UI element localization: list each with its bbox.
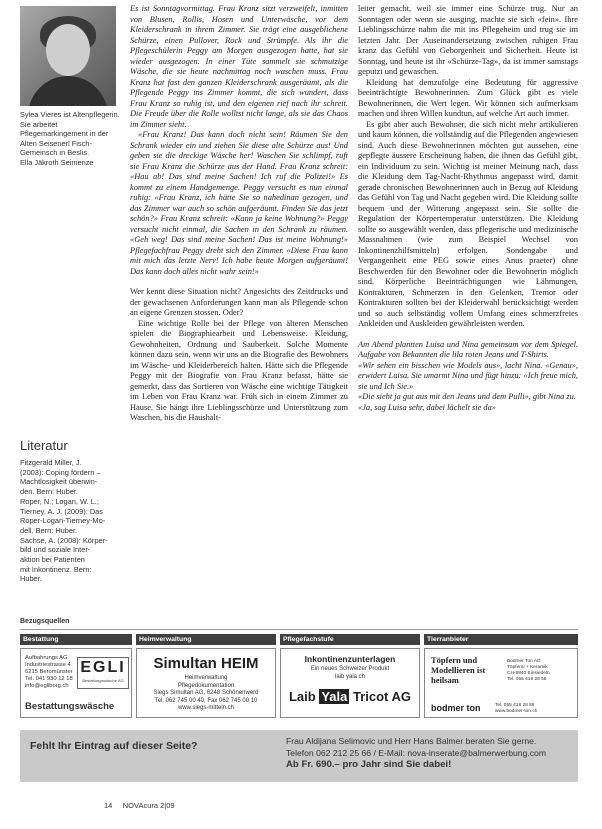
article-column-middle [130,4,348,424]
bodmer-contact: Tel. 055 418 28 58 www.bodmer-ton.ch [495,703,538,714]
laib-logo: Laib Yala Tricot AG [288,689,412,704]
laib-title: Inkontinenzunterlagen [304,654,396,664]
paragraph: Wer kennt diese Situation nicht? Angesichts des Zeitdrucks und der gewachsenen Anforderungen kann man als Pflegende schon an eigene Grenzen stossen. Oder? [130,287,348,317]
paragraph: Am Abend plantten Luisa und Nina gemeinsam vor dem Spiegel. Aufgabe von Bekannten die lila roten Jeans und T-Shirts. [358,339,578,359]
banner-question: Fehlt Ihr Eintrag auf dieser Seite? [30,740,198,752]
bodmer-headline: Töpfern und Modellieren ist heilsam [431,655,486,685]
paragraph: Es gibt aber auch Bewohner, die sich nicht mehr artikulieren und kaum können, die vollständig auf die Pflegenden angewiesen sind. Auch diese Bewohnerinnen möchten gut aussehen, eine gepflegte äussere Erscheinung haben, die ihnen das Gefühl gibt, ein Individuum zu sein. Wichtig ist meiner Meinung nach, dass die Kleidung dem Tag-Nacht-Rhythmus angepasst wird, damit gerade chronischen Bewohnerinnen auch in Bezug auf Kleidung das Gefühl von Tag und Nacht gegeben wird. Die Kleidung sollte bequem und der Witterung angepasst sein. Sie sollte die Regulation der Körpertemperatur unterstützen. Die Kleidung sollte so ausgewählt werden, dass pflegerische und medizinische Massnahmen (wie zum Beispiel Wechsel von Inkontinenzhilfsmitteln) erfolgen. Sondengabe und Vergangenheit eine PEG sowie eines Anus praeter) ohne Beschwerden für den Bewohner oder die Bewohnerin möglich sind. Körperliche Beeinträchtigungen wie Lähmungen, Kontrakturen, Schmerzen in den Gelenken, Tremor oder Kontrakturen sollten bei der Kleiderwahl berücksichtigt werden und so auch selbständig vollem Umfang eines schmerzfreies Ankleiden und Auskleiden gewährleisten werden. [358,119,578,328]
category-pflege: Pflegefachstufe [280,634,420,645]
ad-laib-yala[interactable] [280,648,420,718]
egli-logo: EGLI Bestattungswäsche AG [77,657,129,689]
egli-tagline: Bestattungswäsche [25,701,115,712]
paragraph: «Frau Kranz! Das kann doch nicht sein! Räumen Sie den Schrank wieder ein und ziehen Sie diese alte Schürze aus! Und geben sie die dreckige Wäsche her! Waschen Sie schlimpf, ruft sie Frau Kranz die Schürze aus der Hand. Frau Kranz schreit: «Hau ab! Das sind meine Sachen! Ich ruf die Polizei!» Es kommt zu einem Handgemenge. Peggy versucht es nun einmal ruhig: «Frau Kranz, ich hätte Sie so nahedinan gezogen, und das Zimmer war auch so schön aufgeräumt. Finden Sie das jetzt schön?» Frau Kranz schreit: «Kann ja keine Wohnung?» Peggy versucht nicht einmal, die Sachen in den Schrank zu räumen. «Geh weg! Das sind meine Sachen! Das ist meine Wohnung!» Pflegefachfrau Peggy dreht sich den Zimmer. «Diese Frau kann mit mich das letzte Nerv! Ich habe heute Morgen aufgeräumt! Das kann doch alles nicht wahr sein!» [130,130,348,276]
ad-egli[interactable] [20,648,132,718]
category-bestattung: Bestattung [20,634,132,645]
ad-bodmer-ton[interactable] [424,648,578,718]
article-column-right [358,4,578,413]
banner-contact: Frau Aldijana Selimovic und Herr Hans Balmer beraten Sie gerne. Telefon 062 212 25 66 / E-Mail: nova-inserate@balmerwerbung.com Ab Fr. 690.– pro Jahr sind Sie dabei! [286,736,546,770]
page-number: 14 [104,801,113,810]
category-heimverwaltung: Heimverwaltung [136,634,276,645]
ad-simultan[interactable] [136,648,276,718]
photo-caption: Sylea Vieres ist Altenpflegerin. Sie arbeitet Pflegemarkingement in der Alten Seisenerl Fisch-Gemeinsch in Beslis. Ella Jäkroth Seimenze [20,110,120,167]
egli-address: Aufbahrungs AG Industriestrasse 4 6215 Beromünster Tel. 041 930 12 18 info@egliborg.ch [25,655,73,689]
bodmer-logo: bodmer ton [431,703,481,713]
advertise-banner [20,730,578,782]
bodmer-address: Bodmer Ton AG Töpferei + Keramik CH-8840 Einsiedeln Tel. 055 418 28 58 [507,659,550,682]
paragraph: «Ja, sag Luisa sehr, dabei lächelt sie da» [358,402,496,412]
journal-name: NOVAcura 2|09 [122,801,175,810]
literature-title: Literatur [20,438,68,453]
simultan-logo: Simultan HEIM [153,655,259,672]
page-footer [104,801,175,810]
paragraph: «Wir sehen ein bisschen wie Models aus», lacht Nina. «Genau», erwidert Luisa. Sie umarmt Nina und fügt hinzu: «Ich freue mich, sie und Ich Sie.» [358,360,578,391]
author-photo [20,6,116,106]
laib-details: Ein neues Schweizer Produkt laib yala ch [310,666,390,680]
paragraph: «Die sieht ja gut aus mit den Jeans und dem Pulli», gibt Nina zu. [358,392,576,401]
sources-section-title: Bezugsquellen [20,618,578,630]
paragraph: Kleidung hat demzufolge eine Bedeutung für aggressive beeinträchtigte Bewohnerinnen. Zum Glück gibt es viele Bewohnerinnen, die Wert legen. Wir können sich aufmerksam machen und ihren Willen kundtun, auf welche Art auch immer. [358,77,578,118]
category-tier: Tierranbieter [424,634,578,645]
paragraph: Es ist Sonntagvormittag. Frau Kranz sitzt verzweifelt, inmitten von Blusen, Rollis, Hosen und Unterwäsche, vor dem Kleiderschrank in ihrem Zimmer. Sie trägt eine ausgeblichene Schürze, einen Pullover, Rock und Strümpfe. Als ihr die Pflegeschülerin Peggy am Morgen ausgezogen hatte, hat sie wieder ausgezogen. In einer Tüte sammelt sie schmutzige Wäsche, die sie heute nachmittag noch waschen muss. Frau Kranz hat fast den ganzen Kleiderschrank ausgeräumt, als die Pflegende Peggy ins Zimmer kommt, die sich wundert, dass Frau Kranz so ruhig ist, und den eigenen rief nach ihr schreit. Die Freude über die Rolle wolltst nicht lange, als sie das Chaos im Zimmer sieht. [130,4,348,129]
simultan-details: Heimverwaltung Pflegedokumentation Siegs Simultan AG, 6248 Schönenwerd Tel. 062 745 00 40, Fax 062 745 00 10 www.siegs-mitteln.ch [153,675,259,712]
paragraph: leiter gemacht, weil sie immer eine Schürze trug. Nur an Sonntagen oder wenn sie ausging, machte sie sich «fein». Ihre Lieblingsschürze nahm die mit ins Pflegeheim und trug sie im letzten Jahr. Der Auseinandersetzung zwischen ruhigen Frau kranz das Gefühl von Geborgenheit und Sicherheit. Heute ist Sonntag, und heute ist ihr «Schürze-Tag», da ist immer samstags geputzt und gewaschen. [358,4,578,76]
paragraph: Eine wichtige Rolle bei der Pflege von älteren Menschen spielen die Biographiearbeit und Lebensweise. Kleidung, Gewohnheiten, Ordnung und Sauberkeit. Solche Momente können dazu sein, wenn wir uns an die Biografie des Bewohners im Wäsche- und Kleiderbereich halten. Hätte sich die Pflegende Peggy mit der Biografie von Frau Kranz befasst, hätte sie gemerkt, dass das Sortieren von Wäsche eine wichtige Tätigkeit im Leben von Frau Kranz war. Früh sich in einem Zimmer zu Hause. Sie hängt ihre Lieblingsschürze und Unterstützung zum Waschen, bis die Haushalt- [130,318,348,422]
literature-list: Fitzgerald Miller, J. (2003): Coping fördern – Machtlosigkeit überwin- den. Bern: Huber. Roper, N.; Logan, W. L.; Tierney, A. J. (2009): Das Roper-Logan-Tierney-Mo- dell. Bern: Huber. Sachse, A. (2008): Körper- bild und soziale Inter- aktion bei Patienten mit Inkontinenz. Bern: Huber. [20,458,108,584]
